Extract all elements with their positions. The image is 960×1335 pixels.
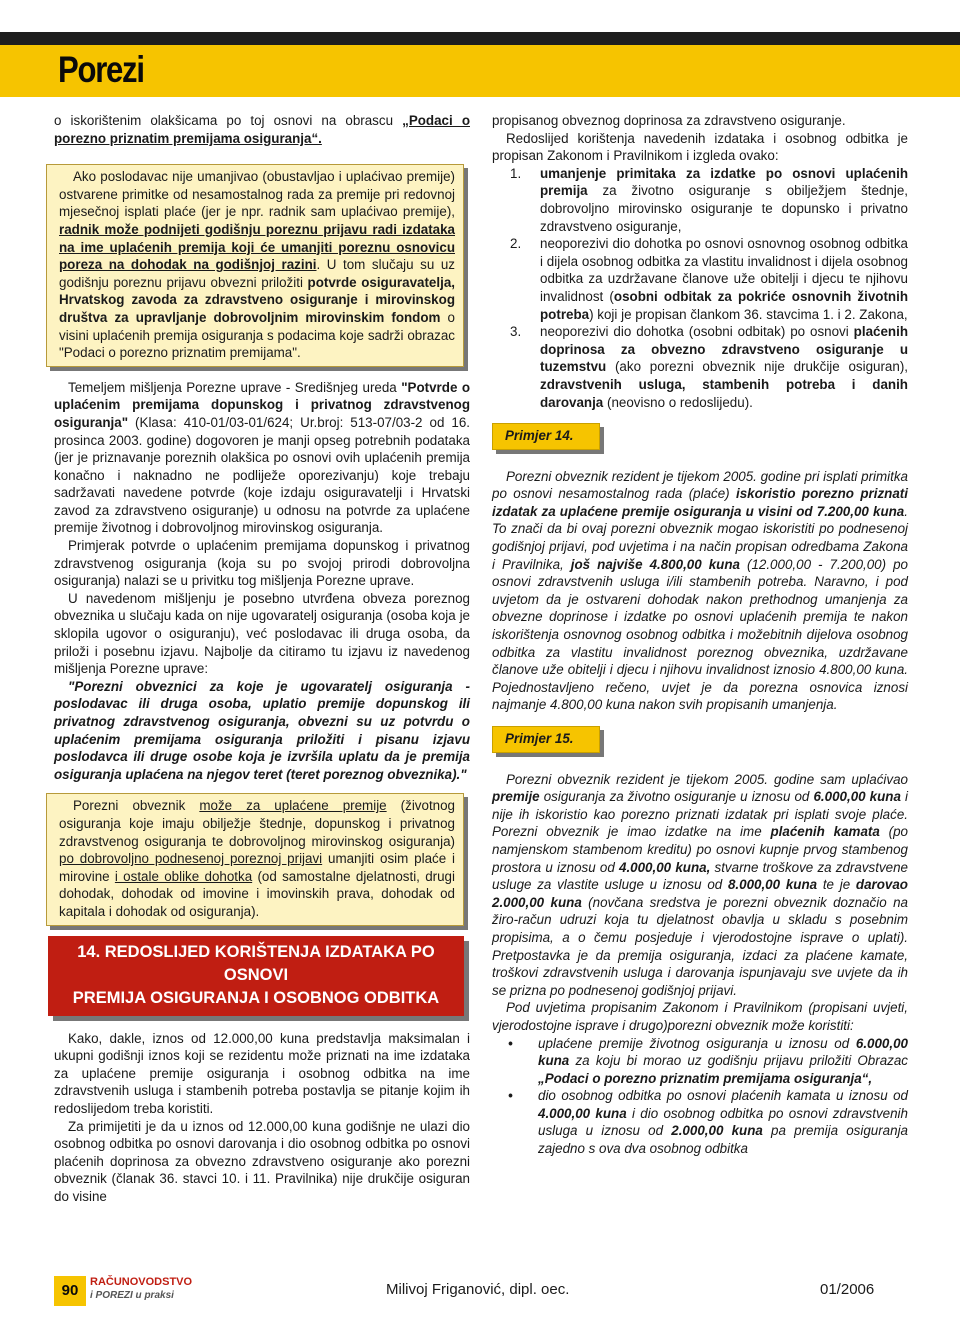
paragraph: U navedenom mišljenju je posebno utvrđena obveza poreznog obveznika u slučaju kada on nije ugovaratelj osiguranja (osoba koja je sklopila ugovor o osiguranju), već poslodavac ili druga osoba, da priloži i posebnu izjavu. Najbolje da citiramo tu izjavu iz navedenog mišljenja Porezne uprave: — [54, 590, 470, 677]
list-item — [492, 323, 908, 411]
paragraph — [54, 379, 470, 537]
paragraph: Za primijetiti je da u iznos od 12.000,00 kuna godišnje ne ulazi dio osobnog odbitka po osnovi darovanja i dio osobnog odbitka po osnovi plaćenih doprinosa za obvezno zdravstveno osiguranje ako porezni obveznik (članak 36. stavci 10. i 11. Pravilnika) nije drukčije osiguran do visine — [54, 1118, 470, 1204]
example-label: Primjer 15. — [492, 726, 600, 753]
top-dark-bar — [0, 32, 960, 45]
highlight-box — [46, 164, 464, 367]
page-number: 90 — [54, 1276, 86, 1306]
emphasis: umanjenje primitaka za izdatke po osnovi uplaćenih premija — [540, 165, 908, 199]
text: (neovisno o redoslijedu). — [603, 394, 753, 410]
example-paragraph — [492, 468, 908, 714]
emphasis: potvrde osiguravatelja, Hrvatskog zavoda za zdravstveno osiguranje i mirovinskog društva za upravljanje dobrovoljnim mirovinskim fondom — [59, 274, 455, 325]
left-column — [54, 112, 470, 1205]
page-header — [0, 45, 960, 97]
emphasis: 6.000,00 kuna — [813, 789, 901, 805]
emphasis: zdravstvenih usluga, stambenih potreba i danih darovanja — [540, 376, 908, 410]
emphasis: iskoristio porezno priznati izdatak za uplaćene premije osiguranja u visini od 7.200,00 kuna — [492, 486, 908, 519]
text: o visini uplaćenih premija osiguranja s podacima koje sadrži obrazac "Podaci o porezno priznatim premijama". — [59, 309, 455, 361]
issue-number: 01/2006 — [820, 1281, 875, 1298]
text: (od samostalne djelatnosti, drugi dohodak, dohodak od imovine i imovinskih prava, dohodak od kapitala i dohodak od osiguranja). — [59, 868, 455, 919]
text: . To znači da bi ovaj porezni obveznik mogao iskoristiti po podnesenoj godišnjoj prijavi, pod uvjetima i na način propisan odredbama Zakona i Pravilnika, — [492, 503, 908, 572]
list-number: 1. — [510, 165, 522, 181]
emphasis: po dobrovoljno podnesenoj poreznoj prijavi — [59, 851, 323, 867]
paragraph: Primjerak potvrde o uplaćenim premijama dopunskog i privatnog zdravstvenog osiguranja (koja su po svojoj prirodi dobrovoljna osiguranja) nalazi se u privitku tog mišljenja Porezne uprave. — [54, 538, 470, 589]
list-item — [492, 165, 908, 235]
text: ) koji je propisan člankom 36. stavcima 1. i 2. Zakona, — [589, 306, 908, 322]
text: i nije ih iskoristio kao porezno priznati izdatak pri isplati svoje plaće. Porezni obveznik je imao izdatke na ime — [492, 789, 908, 840]
list-number: 2. — [510, 236, 522, 252]
numbered-list — [492, 165, 908, 411]
logo-line: RAČUNOVODSTVO — [90, 1276, 193, 1288]
section-heading-line: PREMIJA OSIGURANJA I OSOBNOG ODBITKA — [72, 988, 440, 1007]
section-heading — [48, 936, 464, 1016]
emphasis: premije — [492, 789, 540, 805]
paragraph: propisanog obveznog doprinosa za zdravstveno osiguranje. — [492, 113, 846, 128]
page-title: Porezi — [58, 49, 144, 90]
emphasis: "Potvrde o uplaćenim premijama dopunskog i privatnog zdravstvenog osiguranja" — [54, 379, 470, 430]
emphasis: još najviše 4.800,00 kuna — [570, 556, 740, 572]
emphasis: radnik može podnijeti godišnju poreznu prijavu radi izdataka na ime uplaćenih premija koji će umanjiti poreznu osnovicu poreza na dohodak na godišnjoj razini — [59, 221, 455, 273]
emphasis: 2.000,00 kuna — [671, 1123, 763, 1139]
list-item — [492, 1087, 908, 1157]
text: (novčana sredstva je porezni obveznik doznačio na žiro-račun udruzi koja tu djelatnost obavlja u skladu s posebnim propisima, a o čemu posjeduje i vjerodostojne isprave o uplati). Pretpostavka je da premija osiguranja, izdaci za plaćene kamate, troškovi zdravstvenih usluga i darovanja ispunjavaju sve uvjete da ih se prizna po podnesenoj godišnjoj prijavi. — [492, 894, 908, 998]
emphasis: „Podaci o porezno priznatim premijama osiguranja“, — [538, 1070, 873, 1086]
bullet-icon: • — [508, 1088, 513, 1104]
right-column — [492, 112, 908, 1158]
text: Ako poslodavac nije umanjivao (obustavljao i uplaćivao premije) ostvarene primitke od nesamostalnog rada za premije pri redovnoj mjesečnoj isplati plaće (jer je npr. radnik sam uplaćivao premije), — [59, 169, 455, 220]
text: o iskorištenim olakšicama po toj osnovi na obrascu — [54, 113, 403, 128]
text: Porezni obveznik rezident je tijekom 2005. godine sam uplaćivao — [506, 771, 908, 787]
paragraph — [54, 112, 470, 147]
emphasis: i ostale oblike dohotka — [114, 868, 253, 884]
text: uplaćene premije životnog osiguranja u iznosu od — [538, 1035, 856, 1051]
emphasis: plaćenih doprinosa za obvezno zdravstveno osiguranje u tuzemstvu — [540, 324, 908, 375]
author-name: Milivoj Friganović, dipl. oec. — [386, 1281, 570, 1298]
emphasis: darovao 2.000,00 kuna — [492, 877, 908, 910]
text: (Klasa: 410-01/03-01/624; Ur.broj: 513-07/03-2 od 16. prosinca 2003. godine) dogovoren je manji opseg potrebnih podataka (jer je priznavanje poreznih olakšica po osnovi ovih uplaćenih premija konačno i naknadno ne podliježe oporezivanju) koje trebaju sadržavati navedene potvrde (koje izdaju osiguravatelji i Hrvatski zavod za zdravstveno osiguranje) u odnosu na potvrde za uplaćene premije životnog i dobrovoljnog mirovinskog osiguranja. — [54, 414, 470, 536]
emphasis: 4.000,00 kuna — [538, 1105, 627, 1121]
emphasis: 4.000,00 kuna, — [619, 859, 711, 875]
text: te je — [817, 877, 856, 893]
text: osiguranja za životno osiguranje u iznosu od — [539, 789, 814, 805]
text: . U tom slučaju su uz godišnju poreznu prijavu obvezni priložiti — [59, 257, 455, 290]
text: i dio osobnog odbitka po osnovi zdravstvenih usluga u iznosu od — [538, 1105, 908, 1139]
text: dio osobnog odbitka po osnovi plaćenih kamata u iznosu od — [538, 1088, 908, 1104]
text: neoporezivi dio dohotka (osobni odbitak) po osnovi — [540, 324, 854, 340]
example-paragraph — [492, 771, 908, 1000]
text: Porezni obveznik — [73, 798, 200, 814]
emphasis: osobni odbitak za pokriće osnovnih životnih potreba — [540, 288, 909, 322]
form-name: „Podaci o porezno priznatim premijama osiguranja“. — [54, 113, 470, 146]
paragraph: Kako, dakle, iznos od 12.000,00 kuna predstavlja maksimalan i ukupni godišnji iznos koji se rezidentu može priznati na ime izdataka za uplaćene premije osiguranja i osobnog odbitka na ime zdravstvenih usluga i stambenih potreba postavlja se pitanje kojim ih redoslijedom treba koristiti. — [54, 1030, 470, 1116]
text: umanjiti osim plaće i mirovine — [59, 851, 455, 884]
list-item — [492, 235, 908, 323]
bullet-list — [492, 1035, 908, 1158]
paragraph: Redoslijed korištenja navedenih izdataka i osobnog odbitka je propisan Zakonom i Pravilnikom i izgleda ovako: — [492, 130, 908, 164]
logo-line: i POREZI u praksi — [90, 1290, 174, 1301]
text: (ako porezni obveznik nije drukčije osiguran), — [606, 359, 908, 375]
quote-paragraph: "Porezni obveznici za koje je ugovaratelj osiguranja - poslodavac ili druga osoba, uplatio premije dopunskog ili privatnog zdravstvenog osiguranja, obvezni su uz potvrdu o uplaćenim premijama osiguranja priložiti i pisanu izjavu poslodavca ili druge osobe koja je izvršila uplatu da je premija osiguranja uplaćena na njegov teret (teret poreznog obveznika)." — [54, 678, 470, 782]
text: neoporezivi dio dohotka po osnovi osnovnog osobnog odbitka i dijela osobnog odbitka za vlastitu invalidnost i dijela osobnog odbitka za uzdržavane članove uže obitelji i djecu te njihovu invalidnost ( — [540, 236, 908, 304]
text: (životnog osiguranja koje imaju obilježje štednje, dopunskog i privatnog zdravstvenog osiguranja te dobrovoljnog mirovinskog osiguranja) — [59, 798, 455, 849]
emphasis: plaćenih kamata — [770, 824, 880, 840]
emphasis: 6.000,00 kuna — [538, 1035, 908, 1069]
list-item — [492, 1035, 908, 1088]
example-label: Primjer 14. — [492, 423, 600, 450]
bullet-icon: • — [508, 1035, 513, 1051]
text: za životno osiguranje s obilježjem štednje, dobrovoljno mirovinsko osiguranje te dopunsko i privatno zdravstveno osiguranje, — [540, 183, 908, 234]
emphasis: 8.000,00 kuna — [727, 877, 818, 893]
list-number: 3. — [510, 324, 522, 340]
text: Temeljem mišljenja Porezne uprave - Središnjeg ureda — [68, 379, 402, 395]
section-heading-line: 14. REDOSLIJED KORIŠTENJA IZDATAKA PO OSNOVI — [77, 942, 435, 984]
text: Porezni obveznik rezident je tijekom 2005. godine pri isplati primitka po osnovi nesamostalnog rada (plaće) — [492, 468, 908, 502]
publication-logo — [90, 1276, 192, 1302]
highlight-box — [46, 793, 464, 925]
text: (12.000,00 - 7.200,00) po osnovi zdravstvenih usluga i/ili stambenih potreba. Naravno, i pod uvjetom da je ostvareni dohodak nakon prethodnog umanjenja za obvezne doprinose i izdatke po osnovi uplaćenih premija te nakon iskorištenja osnovnog osobnog odbitka i možebitnih dijelova osobnog odbitka za vlastitu invalidnost poreznog obveznika, uzdržavane članove uže obitelji i djecu i njihovu invalidnost iznosio 4.800,00 kuna. Pojednostavljeno rečeno, uvjet je da porezna osnovica iznosi najmanje 4.800,00 kuna nakon svih propisanih umanjenja. — [492, 556, 908, 713]
example-paragraph: Pod uvjetima propisanim Zakonom i Pravilnikom (propisani uvjeti, vjerodostojne isprave i drugo)porezni obveznik može koristiti: — [492, 1000, 908, 1033]
emphasis: može za uplaćene premije — [199, 798, 387, 814]
text: stvarne troškove za zdravstvene usluge za vlastite usluge u iznosu od — [492, 859, 908, 893]
text: (po namjenskom stambenom kreditu) po osnovi kupnje prvog stambenog prostora u iznosu od — [492, 824, 909, 875]
text: za koju bi morao uz godišnju prijavu priložiti Obrazac — [569, 1053, 908, 1069]
text: pa premija osiguranja zajedno s ova dva osobnog odbitka — [538, 1123, 908, 1157]
